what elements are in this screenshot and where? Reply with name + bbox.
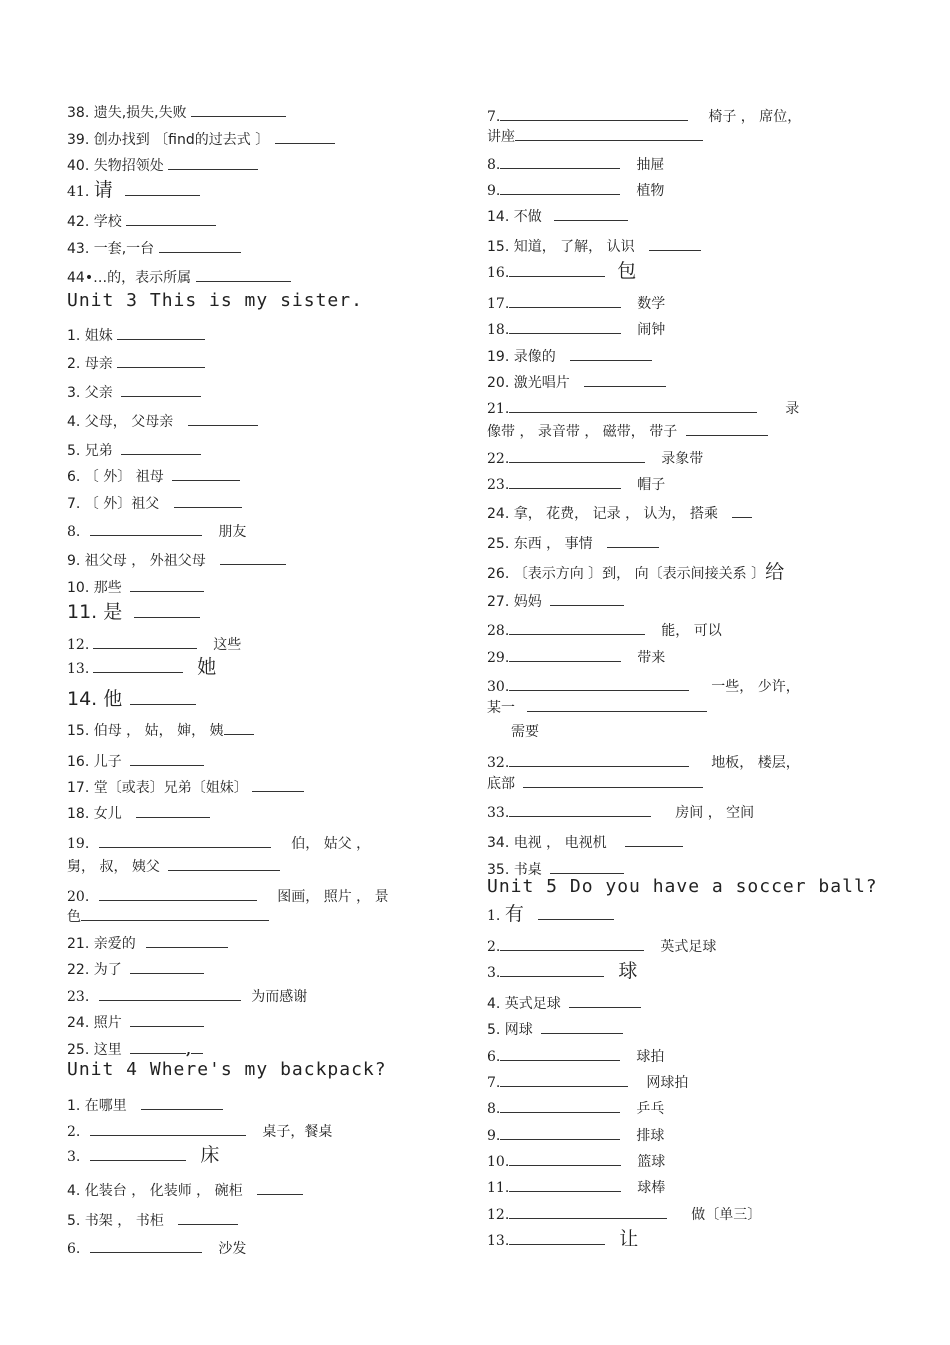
answer-blank[interactable] (130, 751, 204, 766)
list-item: 4. 英式足球 (487, 993, 641, 1013)
answer-blank[interactable] (130, 577, 204, 592)
answer-blank[interactable] (188, 411, 258, 426)
answer-blank[interactable] (252, 777, 304, 792)
answer-blank[interactable] (93, 658, 183, 673)
unit4-heading: Unit 4 Where's my backpack? (67, 1059, 387, 1080)
item-text: 38. 遗失,损失,失败 (67, 105, 192, 121)
list-item: 13. 她 (67, 656, 217, 678)
list-item: 3. 父亲 (67, 382, 201, 402)
answer-blank[interactable] (90, 521, 202, 536)
answer-blank[interactable] (509, 262, 605, 277)
answer-blank[interactable] (500, 1046, 620, 1061)
answer-blank[interactable] (541, 1019, 623, 1034)
list-item: 2. 母亲 (67, 353, 205, 373)
answer-blank[interactable] (99, 886, 257, 901)
list-item: 26. 〔表示方向 〕到， 向〔表示间接关系 〕给 (487, 561, 785, 583)
list-item-continued: 舅， 叔， 姨父 (67, 856, 280, 876)
list-item: 35. 书桌 (487, 859, 624, 879)
answer-blank[interactable] (136, 803, 210, 818)
answer-blank[interactable] (500, 154, 620, 169)
answer-blank[interactable] (569, 993, 641, 1008)
list-item: 32. 地板， 楼层， (487, 752, 800, 772)
answer-blank[interactable] (509, 448, 645, 463)
answer-blank[interactable] (174, 493, 242, 508)
answer-blank[interactable] (732, 503, 752, 518)
answer-blank[interactable] (509, 802, 651, 817)
list-item: 18. 女儿 (67, 803, 210, 823)
list-item (67, 211, 216, 231)
answer-blank[interactable] (509, 620, 645, 635)
answer-blank[interactable] (686, 421, 768, 436)
answer-blank[interactable] (130, 690, 196, 705)
list-item: 18. 闹钟 (487, 319, 665, 339)
list-item: 24. 拿， 花费， 记录 ， 认为， 搭乘 (487, 503, 752, 523)
list-item: 1. 有 (487, 905, 614, 925)
list-item: 8. 朋友 (67, 521, 246, 541)
answer-blank[interactable] (99, 833, 271, 848)
item-text: 44•…的，表示所属 (67, 270, 196, 286)
list-item (67, 267, 291, 287)
unit3-heading: Unit 3 This is my sister. (67, 290, 363, 311)
answer-blank[interactable] (607, 533, 659, 548)
answer-blank[interactable] (141, 1095, 223, 1110)
answer-blank[interactable] (93, 634, 197, 649)
list-item: 6. 球拍 (487, 1046, 664, 1066)
answer-blank[interactable] (191, 1039, 203, 1054)
list-item: 5. 网球 (487, 1019, 623, 1039)
list-item: 25. 东西 ， 事情 (487, 533, 659, 553)
answer-blank[interactable] (90, 1238, 202, 1253)
unit5-heading: Unit 5 Do you have a soccer ball? (487, 876, 878, 897)
list-item: 21. 录 (487, 398, 799, 418)
list-item: 7. 〔 外〕祖父 (67, 493, 242, 513)
answer-blank[interactable] (117, 325, 205, 340)
answer-blank[interactable] (130, 959, 204, 974)
list-item: 21. 亲爱的 (67, 933, 228, 953)
list-item (67, 181, 200, 201)
list-item: 9. 祖父母 ， 外祖父母 (67, 550, 286, 570)
answer-blank[interactable] (550, 859, 624, 874)
list-item: 8. 乒乓 (487, 1098, 664, 1118)
answer-blank[interactable] (509, 752, 689, 767)
answer-blank[interactable] (196, 267, 291, 282)
list-item: 29. 带来 (487, 647, 665, 667)
list-item: 11. 是 (67, 603, 200, 623)
list-item: 8. 抽屉 (487, 154, 664, 174)
answer-blank[interactable] (130, 1012, 204, 1027)
answer-blank[interactable] (257, 1180, 303, 1195)
answer-blank[interactable] (90, 1121, 246, 1136)
item-text: 43. 一套,一台 (67, 241, 159, 257)
list-item: 14. 他 (67, 690, 196, 710)
answer-blank[interactable] (523, 773, 703, 788)
list-item (67, 129, 335, 149)
list-item: 16. 儿子 (67, 751, 204, 771)
list-item-continued: 色 (67, 906, 269, 926)
answer-blank[interactable] (509, 647, 621, 662)
answer-blank[interactable] (191, 102, 286, 117)
answer-blank[interactable] (509, 293, 621, 308)
answer-blank[interactable] (130, 1039, 186, 1054)
list-item: 25. 这里 , (67, 1039, 203, 1059)
list-item: 22. 为了 (67, 959, 204, 979)
list-item: 14. 不做 (487, 206, 628, 226)
answer-blank[interactable] (81, 906, 269, 921)
list-item: 16. 包 (487, 260, 637, 282)
answer-blank[interactable] (134, 603, 200, 618)
list-item (67, 155, 258, 175)
list-item: 1. 在哪里 (67, 1095, 223, 1115)
answer-blank[interactable] (500, 1072, 628, 1087)
list-item: 7. 椅子 ， 席位， (487, 106, 801, 126)
answer-blank[interactable] (159, 238, 241, 253)
answer-blank[interactable] (509, 1151, 621, 1166)
list-item-continued: 讲座 (487, 126, 703, 146)
answer-blank[interactable] (527, 697, 707, 712)
list-item (67, 102, 286, 122)
list-item: 7. 网球拍 (487, 1072, 688, 1092)
answer-blank[interactable] (178, 1210, 238, 1225)
list-item-continued: 像带 ， 录音带 ， 磁带， 带子 (487, 421, 768, 441)
answer-blank[interactable] (509, 1177, 621, 1192)
list-item: 10. 那些 (67, 577, 204, 597)
list-item: 17. 堂〔或表〕兄弟〔姐妹〕 (67, 777, 304, 797)
answer-blank[interactable] (509, 398, 757, 413)
list-item: 11. 球棒 (487, 1177, 665, 1197)
list-item: 22. 录象带 (487, 448, 703, 468)
answer-blank[interactable] (515, 126, 703, 141)
list-item: 4. 化装台 ， 化装师 ， 碗柜 (67, 1180, 303, 1200)
answer-blank[interactable] (500, 1098, 620, 1113)
answer-blank[interactable] (117, 353, 205, 368)
item-text: 42. 学校 (67, 214, 127, 230)
answer-blank[interactable] (509, 1230, 605, 1245)
answer-blank[interactable] (168, 155, 258, 170)
list-item: 34. 电视 ， 电视机 (487, 832, 683, 852)
answer-blank[interactable] (509, 319, 621, 334)
list-item: 23. 帽子 (487, 474, 665, 494)
list-item-continued: 底部 (487, 773, 703, 793)
list-item: 1. 姐妹 (67, 325, 205, 345)
answer-blank[interactable] (500, 936, 644, 951)
answer-blank[interactable] (500, 180, 620, 195)
answer-blank[interactable] (126, 211, 216, 226)
list-item: 6. 〔 外〕 祖母 (67, 466, 240, 486)
list-item: 2. 桌子，餐桌 (67, 1121, 332, 1141)
item-text: 40. 失物招领处 (67, 158, 169, 174)
answer-blank[interactable] (554, 206, 628, 221)
item-text: 39. 创办找到 〔find的过去式 〕 (67, 132, 270, 148)
list-item: 19. 伯， 姑父 ， (67, 833, 370, 853)
list-item: 12. 做〔单三〕 (487, 1204, 761, 1224)
answer-blank[interactable] (550, 591, 624, 606)
list-item: 2. 英式足球 (487, 936, 716, 956)
list-item: 30. 一些， 少许， (487, 676, 800, 696)
list-item: 13. 让 (487, 1228, 639, 1250)
answer-blank[interactable] (500, 962, 604, 977)
list-item: 4. 父母， 父母亲 (67, 411, 258, 431)
answer-blank[interactable] (584, 372, 666, 387)
answer-blank[interactable] (90, 1146, 186, 1161)
answer-blank[interactable] (509, 676, 689, 691)
list-item: 24. 照片 (67, 1012, 204, 1032)
list-item: 10. 篮球 (487, 1151, 665, 1171)
answer-blank[interactable] (538, 905, 614, 920)
list-item: 5. 兄弟 (67, 440, 201, 460)
answer-blank[interactable] (125, 181, 200, 196)
answer-blank[interactable] (509, 474, 621, 489)
answer-blank[interactable] (275, 129, 335, 144)
list-item: 3. 床 (67, 1144, 220, 1166)
list-item: 23. 为而感谢 (67, 986, 307, 1006)
list-item: 28. 能， 可以 (487, 620, 722, 640)
answer-blank[interactable] (172, 466, 240, 481)
answer-blank[interactable] (168, 856, 280, 871)
list-item: 19. 录像的 (487, 346, 652, 366)
list-item: 9. 植物 (487, 180, 664, 200)
answer-blank[interactable] (649, 236, 701, 251)
answer-blank[interactable] (121, 440, 201, 455)
answer-blank[interactable] (121, 382, 201, 397)
item-word: 请 (93, 179, 113, 201)
answer-blank[interactable] (500, 1125, 620, 1140)
list-item: 12. 这些 (67, 634, 241, 654)
list-item: 17. 数学 (487, 293, 665, 313)
list-item: 3. 球 (487, 960, 638, 982)
answer-blank[interactable] (500, 106, 688, 121)
list-item: 20. 激光唱片 (487, 372, 666, 392)
answer-blank[interactable] (570, 346, 652, 361)
list-item-continued: 某一 (487, 697, 707, 717)
list-item (67, 238, 241, 258)
answer-blank[interactable] (220, 550, 286, 565)
answer-blank[interactable] (625, 832, 683, 847)
list-item: 6. 沙发 (67, 1238, 246, 1258)
answer-blank[interactable] (224, 720, 254, 735)
list-item: 15. 知道， 了解， 认识 (487, 236, 701, 256)
list-item: 15. 伯母 ， 姑， 婶， 姨 (67, 720, 254, 740)
list-item: 20. 图画， 照片 ， 景 (67, 886, 389, 906)
answer-blank[interactable] (509, 1204, 667, 1219)
list-item: 需要 (511, 724, 539, 740)
answer-blank[interactable] (146, 933, 228, 948)
answer-blank[interactable] (99, 986, 241, 1001)
list-item: 5. 书架 ， 书柜 (67, 1210, 238, 1230)
list-item: 27. 妈妈 (487, 591, 624, 611)
item-text: 41. (67, 184, 94, 200)
list-item: 9. 排球 (487, 1125, 664, 1145)
list-item: 33. 房间 ， 空间 (487, 802, 754, 822)
